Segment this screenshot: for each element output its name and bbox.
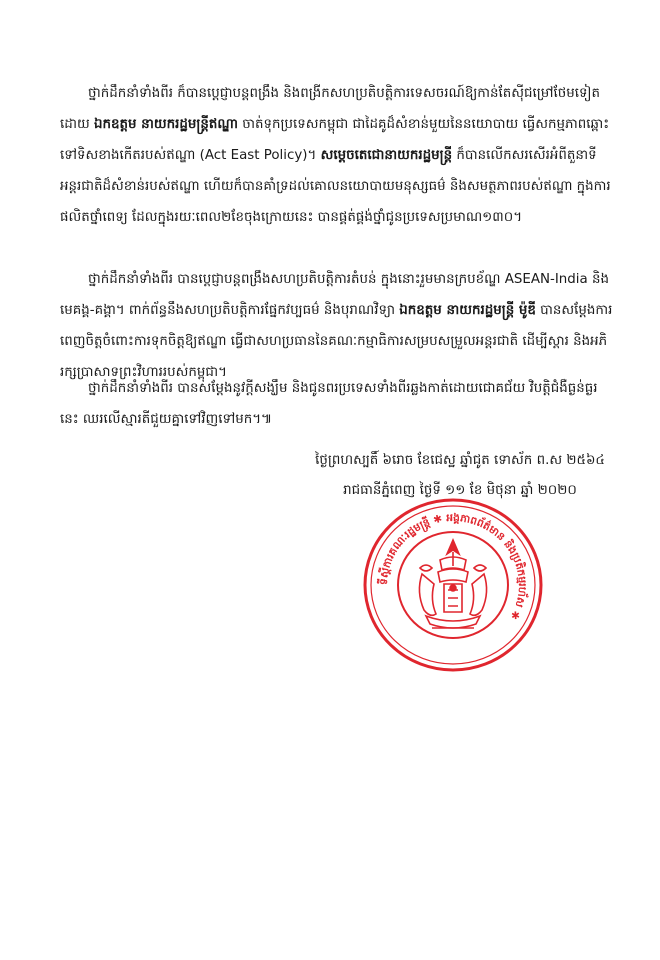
paragraph-2-bold-b: ឯកឧត្តម នាយករដ្ឋមន្ត្រី ម៉ូឌី — [399, 303, 536, 318]
date-place-line: រាជធានីភ្នំពេញ ថ្ងៃទី ១១ ខែ មិថុនា ឆ្នាំ ២០២០ — [343, 483, 577, 498]
paragraph-3 — [60, 373, 615, 435]
seal-ring-text: ទីស្តីការគណៈរដ្ឋមន្ត្រី ✱ អង្គភាពព័ត៌មាន និងប្រតិកម្មរហ័ស ✱ — [377, 511, 529, 622]
paragraph-2-text-a: ថ្នាក់ដឹកនាំទាំងពីរ បានប្តេជ្ញាបន្តពង្រឹងសហប្រតិបត្តិការតំបន់ ក្នុងនោះរួមមានក្របខ័ណ្ឌ ASEAN-India និងមេគង្គ-គង្គា។ ពាក់ព័ន្ធនឹងសហប្រតិបត្តិការផ្នែកវប្បធម៌ និងបុរាណវិទ្យា — [60, 272, 609, 318]
paragraph-1-text-e: ក៏បានលើកសរសើរអំពីតួនាទីអន្តរជាតិដ៏សំខាន់របស់ឥណ្ឌា ហើយក៏បានគាំទ្រដល់គោលនយោបាយមនុស្សធម៌ និងសមត្ថភាពរបស់ឥណ្ឌា ក្នុងការផលិតថ្នាំពេទ្យ ដែលក្នុងរយៈពេល២ខែចុងក្រោយនេះ បានផ្គត់ផ្គង់ថ្នាំជូនប្រទេសប្រមាណ១៣០។ — [60, 148, 611, 225]
paragraph-1 — [60, 78, 615, 233]
paragraph-2 — [60, 264, 615, 388]
paragraph-1-text-a: ថ្នាក់ដឹកនាំទាំងពីរ ក៏បានប្តេជ្ញាបន្តពង្រឹង និងពង្រីកសហប្រតិបត្តិការទេសចរណ៍ឱ្យកាន់តែស៊ីជម្រៅថែមទៀត ដោយ — [60, 86, 601, 132]
paragraph-1-text-c: ចាត់ទុកប្រទេសកម្ពុជា ជាដៃគូដ៏សំខាន់មួយនៃនយោបាយ ធ្វើសកម្មភាពឆ្ពោះទៅទិសខាងកើតរបស់ឥណ្ឌា (Act East Policy)។ — [60, 117, 610, 163]
svg-text:ទីស្តីការគណៈរដ្ឋមន្ត្រី ✱ អង្គ — [376, 512, 530, 622]
paragraph-3-text-a: ថ្នាក់ដឹកនាំទាំងពីរ បានសម្តែងនូវក្តីសង្ឃឹម និងជូនពរប្រទេសទាំងពីរឆ្លងកាត់ដោយជោគជ័យ វិបត្តិជំងឺធ្ងន់ធ្ងរនេះ ឈរលើស្មារតីជួយគ្នាទៅវិញទៅមក។៕ — [60, 381, 598, 427]
date-lunar-line: ថ្ងៃព្រហស្បតិ៍ ៦រោច ខែជេស្ឋ ឆ្នាំជូត ទោស័ក ព.ស ២៥៦៤ — [315, 453, 605, 468]
paragraph-1-bold-d: សម្តេចតេជោនាយករដ្ឋមន្ត្រី — [320, 148, 453, 163]
paragraph-1-bold-b: ឯកឧត្តម នាយករដ្ឋមន្ត្រីឥណ្ឌា — [94, 117, 239, 132]
paragraph-2-text-c: បានសម្តែងការពេញចិត្តចំពោះការទុកចិត្តឱ្យឥណ្ឌា ធ្វើជាសហប្រធាននៃគណៈកម្មាធិការសម្របសម្រួលអន្តរជាតិ ដើម្បីស្តារ និងអភិរក្សប្រាសាទព្រះវិហាររបស់កម្ពុជា។ — [60, 303, 613, 380]
official-seal-icon — [360, 496, 546, 674]
